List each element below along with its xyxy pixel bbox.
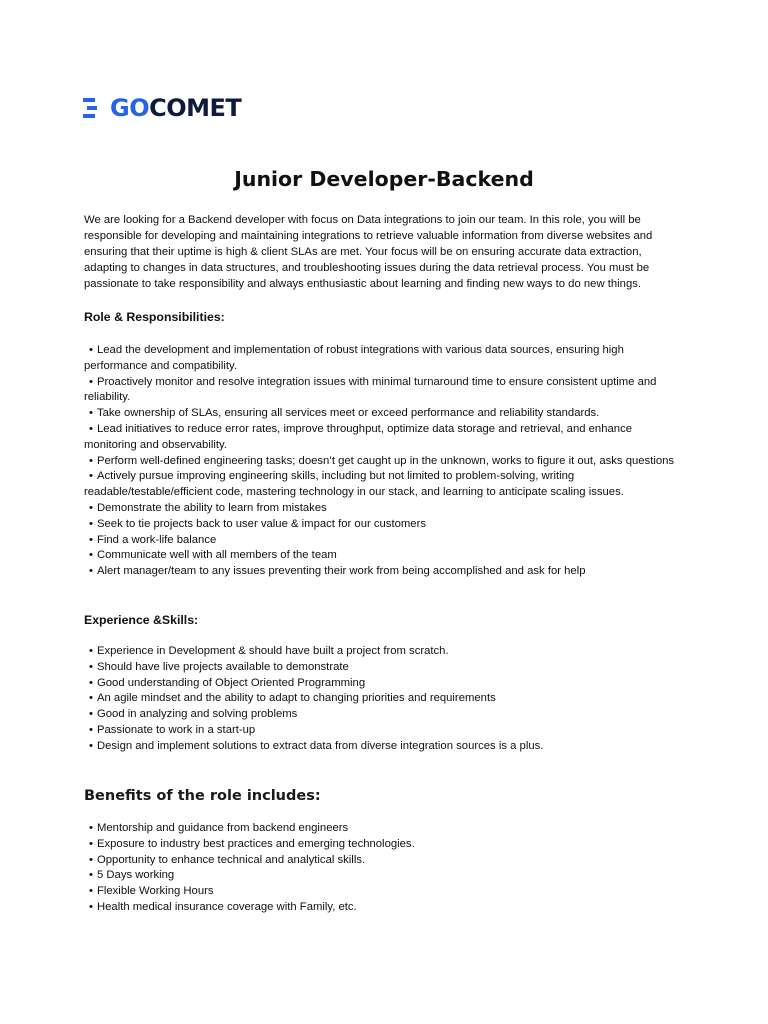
list-item	[84, 564, 684, 580]
list-item	[84, 837, 684, 853]
list-item-text: Exposure to industry best practices and emerging technologies.	[96, 837, 415, 850]
list-item	[84, 375, 684, 407]
list-item-text: Proactively monitor and resolve integration issues with minimal turnaround time to ensure consistent uptime and reliability.	[84, 375, 657, 404]
list-item	[84, 739, 684, 755]
bullet-icon: •	[89, 885, 93, 898]
bullet-icon: •	[89, 660, 93, 673]
list-item	[84, 517, 684, 533]
list-item-text: Take ownership of SLAs, ensuring all services meet or exceed performance and reliability standards.	[96, 407, 600, 420]
bullet-icon: •	[89, 422, 93, 435]
list-item-text: Good understanding of Object Oriented Programming	[96, 676, 366, 689]
list-item-text: 5 Days working	[96, 869, 175, 882]
list-item	[84, 853, 684, 869]
list-item	[84, 454, 684, 470]
bullet-icon: •	[89, 517, 93, 530]
list-item	[84, 884, 684, 900]
bullet-icon: •	[89, 645, 93, 657]
list-item	[84, 707, 684, 723]
list-item	[84, 501, 684, 517]
bullet-icon: •	[89, 533, 93, 546]
list-item	[84, 868, 684, 884]
list-item-text: Flexible Working Hours	[96, 885, 214, 898]
bullet-icon: •	[89, 565, 93, 578]
list-item-text: Alert manager/team to any issues preventing their work from being accomplished and ask for help	[96, 565, 586, 578]
list-item	[84, 900, 684, 916]
list-item-text: Seek to tie projects back to user value & impact for our customers	[96, 517, 426, 530]
list-item	[84, 660, 684, 676]
roles-heading: Role & Responsibilities:	[84, 310, 225, 324]
bullet-icon: •	[89, 676, 93, 689]
list-item	[84, 676, 684, 692]
bullet-icon: •	[89, 501, 93, 514]
bullet-icon: •	[89, 454, 93, 467]
bullet-icon: •	[89, 869, 93, 882]
bullet-icon: •	[89, 708, 93, 721]
bullet-icon: •	[89, 837, 93, 850]
list-item	[84, 691, 684, 707]
logo-text-accent: GO	[110, 94, 150, 122]
list-item-text: Lead initiatives to reduce error rates, improve throughput, optimize data storage and retrieval, and enhance monitoring and observability.	[84, 422, 632, 451]
list-item-text: Passionate to work in a start-up	[96, 723, 256, 736]
roles-list	[84, 343, 684, 580]
list-item	[84, 469, 684, 501]
bullet-icon: •	[89, 739, 93, 752]
bullet-icon: •	[89, 692, 93, 705]
list-item-text: Health medical insurance coverage with Family, etc.	[96, 900, 357, 913]
bullet-icon: •	[89, 470, 93, 483]
gocomet-logo-icon	[83, 95, 109, 121]
list-item	[84, 644, 684, 660]
list-item-text: An agile mindset and the ability to adapt to changing priorities and requirements	[96, 692, 496, 705]
list-item-text: Opportunity to enhance technical and analytical skills.	[96, 853, 366, 866]
list-item-text: Actively pursue improving engineering skills, including but not limited to problem-solving, writing readable/testable/efficient code, mastering technology in our stack, and learning to anticipate scaling issues.	[84, 470, 624, 499]
bullet-icon: •	[89, 549, 93, 562]
list-item	[84, 548, 684, 564]
benefits-list	[84, 821, 684, 916]
bullet-icon: •	[89, 375, 93, 388]
bullet-icon: •	[89, 407, 93, 420]
list-item-text: Mentorship and guidance from backend engineers	[96, 822, 349, 834]
experience-heading: Experience &Skills:	[84, 613, 199, 627]
list-item-text: Demonstrate the ability to learn from mistakes	[96, 501, 327, 514]
intro-paragraph: We are looking for a Backend developer with focus on Data integrations to join our team. In this role, you will be responsible for developing and maintaining integrations to retrieve valuable information from diverse websites and ensuring that their uptime is high & client SLAs are met. Your focus will be on ensuring accurate data extraction, adapting to changes in data structures, and troubleshooting issues during the data retrieval process. You must be passionate to take responsibility and always enthusiastic about learning and finding new ways to do new things.	[84, 214, 653, 290]
bullet-icon: •	[89, 900, 93, 913]
list-item-text: Communicate well with all members of the team	[96, 549, 337, 562]
list-item	[84, 723, 684, 739]
list-item	[84, 533, 684, 549]
page-title: Junior Developer-Backend	[234, 167, 534, 191]
bullet-icon: •	[89, 344, 93, 356]
logo-text-main: COMET	[149, 94, 242, 122]
list-item-text: Design and implement solutions to extract data from diverse integration sources is a plus.	[96, 739, 544, 752]
list-item-text: Find a work-life balance	[96, 533, 217, 546]
bullet-icon: •	[89, 853, 93, 866]
bullet-icon: •	[89, 723, 93, 736]
list-item-text: Should have live projects available to demonstrate	[96, 660, 349, 673]
experience-list	[84, 644, 684, 755]
list-item	[84, 422, 684, 454]
list-item-text: Lead the development and implementation of robust integrations with various data sources, ensuring high performance and compatibility.	[84, 344, 624, 372]
list-item-text: Perform well-defined engineering tasks; doesn’t get caught up in the unknown, works to figure it out, asks questions	[96, 454, 675, 467]
list-item	[84, 821, 684, 837]
bullet-icon: •	[89, 822, 93, 834]
list-item	[84, 406, 684, 422]
company-logo	[83, 94, 241, 122]
list-item-text: Experience in Development & should have built a project from scratch.	[96, 645, 449, 657]
list-item-text: Good in analyzing and solving problems	[96, 708, 298, 721]
list-item	[84, 343, 684, 375]
benefits-heading: Benefits of the role includes:	[84, 788, 321, 804]
